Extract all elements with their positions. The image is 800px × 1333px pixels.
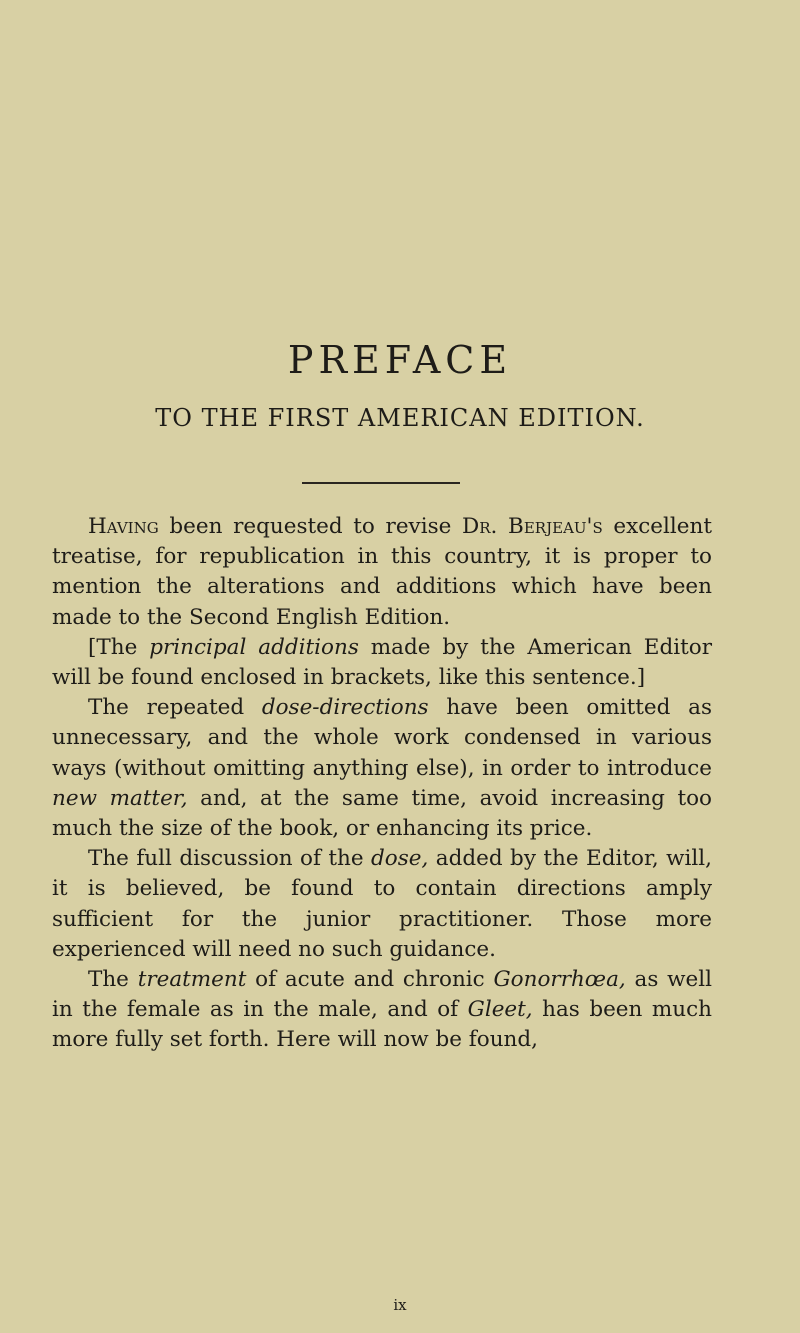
italic-run: treatment [137, 967, 247, 993]
author-name: Dr. Berjeau's [462, 514, 603, 539]
page-number: ix [393, 1296, 407, 1314]
text-run: The full discussion of the [88, 846, 372, 872]
text-run: been requested to revise [158, 514, 463, 539]
text-run: has been much more fully set forth. Here will now be found, [52, 997, 712, 1053]
italic-run: Gleet, [467, 997, 533, 1023]
paragraph-2 [52, 633, 712, 693]
paragraph-5 [52, 965, 712, 1056]
italic-run: dose-directions [261, 695, 429, 721]
italic-run: Gonorrhœa, [493, 967, 626, 993]
text-run: made by the American Editor will be found enclosed in brackets, like this sentence.] [52, 634, 712, 691]
text-run: as well in the female as in the male, and of [52, 967, 712, 1023]
text-run: added by the Editor, will, it is believed, be found to contain directions amply sufficient for the junior practitioner. Those more experienced will need no such guidance. [52, 846, 713, 962]
text-run: and, at the same time, avoid increasing too much the size of the book, or enhancing its price. [52, 785, 712, 842]
preface-body [52, 512, 712, 1056]
preface-subtitle: TO THE FIRST AMERICAN EDITION. [155, 404, 645, 432]
title-rule [302, 482, 460, 484]
text-run: have been omitted as unnecessary, and the whole work condensed in various ways (without omitting anything else), in order to introduce [52, 695, 712, 781]
paragraph-3 [52, 693, 712, 844]
text-run: of acute and chronic [246, 967, 494, 993]
paragraph-4 [52, 844, 712, 965]
preface-title: PREFACE [287, 338, 513, 382]
italic-run: new matter, [52, 785, 188, 811]
text-run: The repeated [88, 695, 262, 721]
italic-run: dose, [371, 846, 429, 872]
lead-word: Having [88, 514, 159, 539]
italic-run: principal additions [149, 634, 359, 660]
paragraph-1 [52, 512, 712, 633]
text-run: [The [88, 634, 150, 660]
text-run: The [88, 967, 138, 993]
text-run: excellent treatise, for republication in this country, it is proper to mention the alterations and additions which have been made to the Second English Edition. [52, 514, 712, 630]
